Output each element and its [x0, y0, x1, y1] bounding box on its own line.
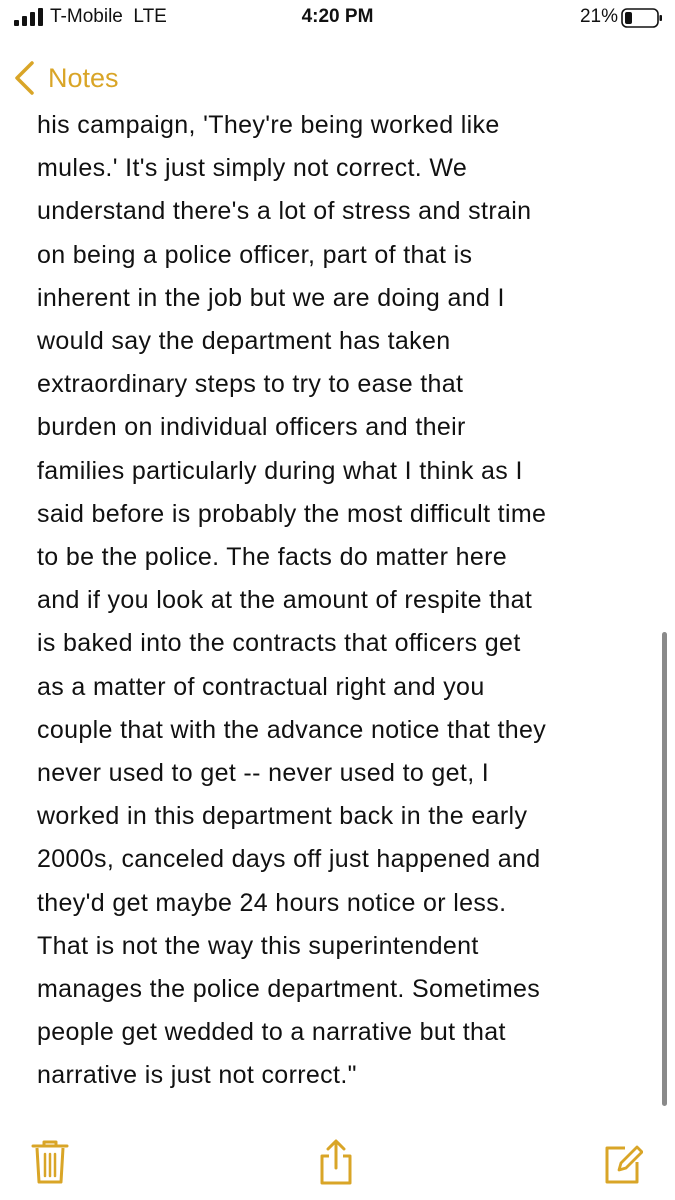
- note-line: 2000s, canceled days off just happened and: [37, 845, 541, 874]
- note-line: his campaign, 'They're being worked like: [37, 111, 500, 139]
- nav-bar: [0, 50, 675, 106]
- note-line: said before is probably the most difficult time: [37, 499, 547, 528]
- note-line: they'd get maybe 24 hours notice or less.: [37, 888, 507, 917]
- note-line: couple that with the advance notice that they: [37, 715, 547, 744]
- note-line: never used to get -- never used to get, I: [37, 759, 490, 788]
- share-button[interactable]: [316, 1138, 356, 1186]
- note-line: families particularly during what I think as I: [37, 456, 523, 485]
- note-line: and if you look at the amount of respite that: [37, 586, 533, 615]
- note-line: extraordinary steps to try to ease that: [37, 370, 464, 399]
- battery-icon: [621, 8, 663, 28]
- compose-icon: [603, 1138, 643, 1186]
- scrollbar[interactable]: [662, 632, 667, 1106]
- back-button[interactable]: [12, 56, 119, 100]
- trash-icon: [30, 1138, 70, 1186]
- note-line: inherent in the job but we are doing and I: [37, 283, 505, 312]
- carrier-name: T-Mobile LTE: [50, 6, 167, 27]
- note-line: people get wedded to a narrative but that: [37, 1018, 506, 1047]
- bottom-toolbar: [0, 1110, 675, 1200]
- note-line: manages the police department. Sometimes: [37, 975, 541, 1004]
- note-body[interactable]: [37, 104, 647, 1094]
- compose-button[interactable]: [603, 1138, 643, 1186]
- chevron-left-icon: [12, 60, 38, 96]
- network-type: LTE: [133, 6, 167, 27]
- note-line: understand there's a lot of stress and strain: [37, 197, 532, 226]
- note-line: would say the department has taken: [37, 327, 451, 356]
- note-line: is baked into the contracts that officers get: [37, 629, 521, 658]
- note-line: worked in this department back in the early: [37, 802, 528, 831]
- note-line: to be the police. The facts do matter here: [37, 543, 508, 572]
- note-line: on being a police officer, part of that is: [37, 240, 473, 269]
- note-line: narrative is just not correct.": [37, 1061, 357, 1090]
- back-label: Notes: [48, 62, 119, 93]
- battery-percent: 21%: [579, 6, 618, 27]
- note-line: burden on individual officers and their: [37, 413, 466, 442]
- note-line: That is not the way this superintendent: [37, 931, 479, 960]
- status-time: 4:20 PM: [301, 6, 374, 27]
- share-icon: [316, 1138, 356, 1186]
- note-text[interactable]: [37, 104, 647, 1094]
- trash-button[interactable]: [30, 1138, 70, 1186]
- note-line: mules.' It's just simply not correct. We: [37, 154, 468, 183]
- note-line: as a matter of contractual right and you: [37, 672, 485, 701]
- status-bar: [0, 0, 675, 38]
